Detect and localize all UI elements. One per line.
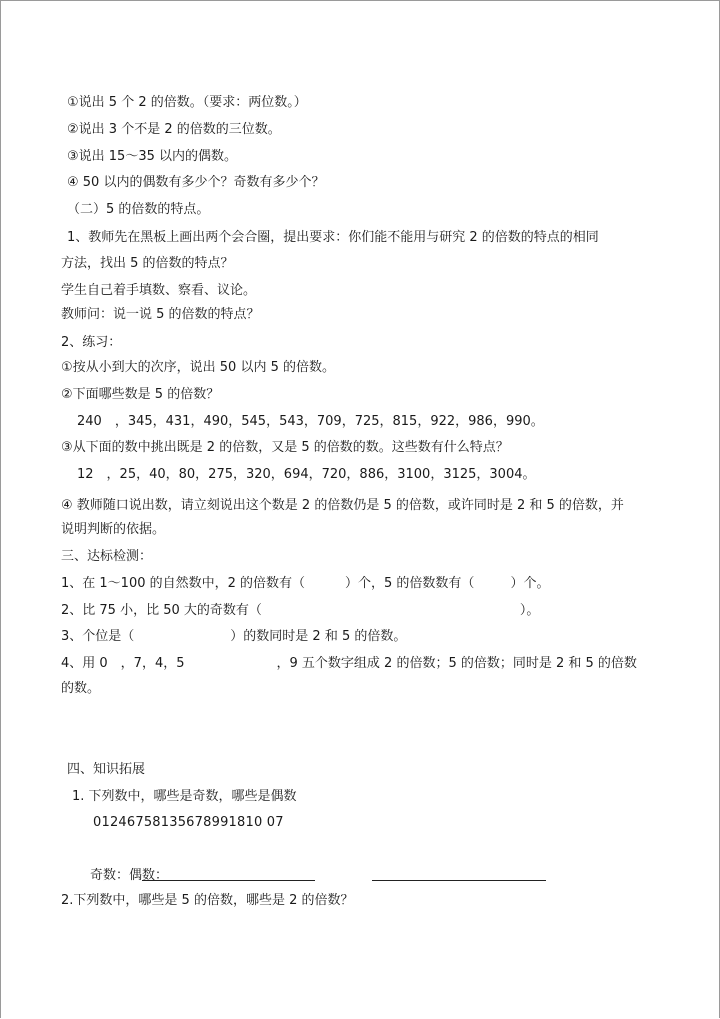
question-1: ①说出 5 个 2 的倍数。（要求：两位数。）	[67, 95, 307, 110]
student-activity: 学生自己着手填数、察看、议论。	[61, 283, 257, 298]
fill-1-part-b: ）个，5 的倍数数有（	[345, 576, 475, 591]
exercise-4b: 说明判断的依据。	[61, 522, 166, 537]
fill-1-part-a: 1、在 1～100 的自然数中，2 的倍数有（	[61, 576, 306, 591]
extension-question-1: 1. 下列数中，哪些是奇数，哪些是偶数	[72, 789, 297, 804]
exercise-1: ①按从小到大的次序，说出 50 以内 5 的倍数。	[61, 360, 335, 375]
teacher-instruction-1b: 方法，找出 5 的倍数的特点？	[61, 256, 234, 271]
fill-question-3	[61, 629, 406, 645]
fill-1-part-c: ）个。	[510, 576, 550, 591]
question-3: ③说出 15～35 以内的偶数。	[67, 149, 238, 164]
question-4: ④ 50 以内的偶数有多少个？奇数有多少个？	[67, 175, 325, 190]
fill-3-part-a: 3、个位是（	[61, 629, 135, 644]
fill-question-4	[61, 656, 637, 672]
exercise-2-numbers: 240 ，345，431，490，545，543，709，725，815，922，986，990。	[77, 414, 544, 429]
section-2-heading: （二）5 的倍数的特点。	[67, 202, 210, 217]
section-4-heading: 四、知识拓展	[67, 762, 146, 777]
fill-question-4-cont: 的数。	[61, 681, 101, 696]
teacher-question: 教师问：说一说 5 的倍数的特点？	[61, 307, 260, 322]
extension-question-2: 2.下列数中，哪些是 5 的倍数，哪些是 2 的倍数？	[61, 893, 354, 908]
digit-sequence: 01246758135678991810 07	[93, 815, 284, 830]
answer-line-even[interactable]	[372, 880, 546, 881]
section-3-heading: 三、达标检测：	[61, 549, 153, 564]
fill-3-part-b: ）的数同时是 2 和 5 的倍数。	[230, 629, 407, 644]
exercise-2: ②下面哪些数是 5 的倍数？	[61, 387, 220, 402]
answer-line-odd[interactable]	[142, 880, 315, 881]
fill-4-part-b: ，9 五个数字组成 2 的倍数；5 的倍数；同时是 2 和 5 的倍数	[276, 656, 637, 671]
fill-2-part-a: 2、比 75 小，比 50 大的奇数有（	[61, 603, 262, 618]
teacher-instruction-1a: 1、教师先在黑板上画出两个会合圈，提出要求：你们能不能用与研究 2 的倍数的特点的相同	[67, 230, 599, 245]
fill-question-1	[61, 576, 549, 592]
exercise-4a: ④ 教师随口说出数，请立刻说出这个数是 2 的倍数仍是 5 的倍数，或许同时是 2 和 5 的倍数，并	[61, 498, 624, 513]
exercise-heading: 2、练习：	[61, 335, 122, 350]
question-2: ②说出 3 个不是 2 的倍数的三位数。	[67, 122, 281, 137]
exercise-3-numbers: 12 ，25，40，80，275，320，694，720，886，3100，3125，3004。	[77, 467, 536, 482]
fill-question-2	[61, 603, 539, 619]
answer-label: 奇数：偶数：	[90, 868, 169, 883]
fill-2-part-b: ）。	[519, 603, 540, 618]
fill-4-part-a: 4、用 0 ，7，4，5	[61, 656, 185, 671]
exercise-3: ③从下面的数中挑出既是 2 的倍数，又是 5 的倍数的数。这些数有什么特点？	[61, 440, 509, 455]
